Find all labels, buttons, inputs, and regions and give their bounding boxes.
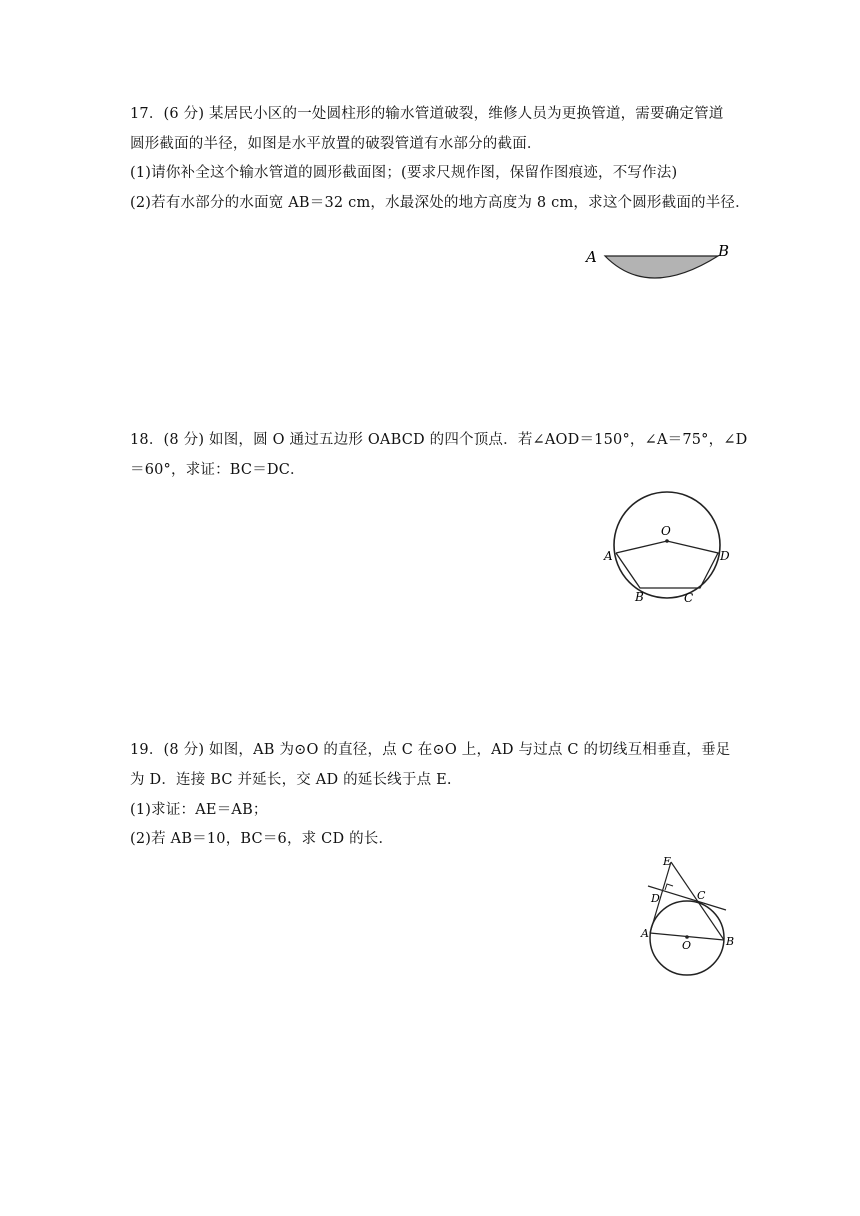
label-b: B [718, 242, 730, 260]
q19-part-1: (1)求证：AE＝AB； [130, 802, 268, 818]
center-point [665, 539, 669, 543]
label-a: A [586, 248, 597, 266]
label-e: E [663, 855, 672, 868]
label-o: O [682, 939, 692, 952]
q19-text-line-2: 为 D．连接 BC 并延长，交 AD 的延长线于点 E. [130, 772, 452, 788]
label-a: A [641, 927, 649, 940]
right-angle-mark [665, 884, 673, 890]
q18-text-line-1: 18．(8 分) 如图，圆 O 通过五边形 OABCD 的四个顶点．若∠AOD＝150°，∠A＝75°，∠D [130, 432, 748, 448]
q19-part-2: (2)若 AB＝10，BC＝6，求 CD 的长． [130, 831, 394, 847]
label-d: D [651, 892, 660, 905]
label-o: O [661, 524, 671, 538]
q18-circle-pentagon-figure [600, 485, 740, 605]
q19-circle-tangent-figure [640, 852, 750, 982]
label-b: B [635, 590, 644, 604]
label-a: A [604, 549, 613, 563]
q19-text-line-1: 19．(8 分) 如图，AB 为⊙O 的直径，点 C 在⊙O 上，AD 与过点 C 的切线互相垂直，垂足 [130, 742, 731, 758]
circle-o [614, 492, 720, 598]
label-b: B [726, 935, 735, 948]
label-c: C [697, 889, 706, 902]
q18-text-line-2: ＝60°，求证：BC＝DC． [130, 462, 305, 478]
q17-pipe-cross-section-figure [580, 238, 740, 288]
q17-text-line-1: 17．(6 分) 某居民小区的一处圆柱形的输水管道破裂，维修人员为更换管道，需要确定管道 [130, 106, 724, 122]
label-c: C [684, 591, 694, 605]
q17-part-2: (2)若有水部分的水面宽 AB＝32 cm，水最深处的地方高度为 8 cm，求这个圆形截面的半径． [130, 195, 750, 211]
water-segment [605, 256, 718, 278]
q17-part-1: (1)请你补全这个输水管道的圆形截面图；(要求尺规作图，保留作图痕迹，不写作法) [130, 165, 678, 181]
q17-text-line-2: 圆形截面的半径，如图是水平放置的破裂管道有水部分的截面． [130, 136, 542, 152]
pentagon-oabcd [616, 541, 718, 588]
label-d: D [720, 549, 730, 563]
